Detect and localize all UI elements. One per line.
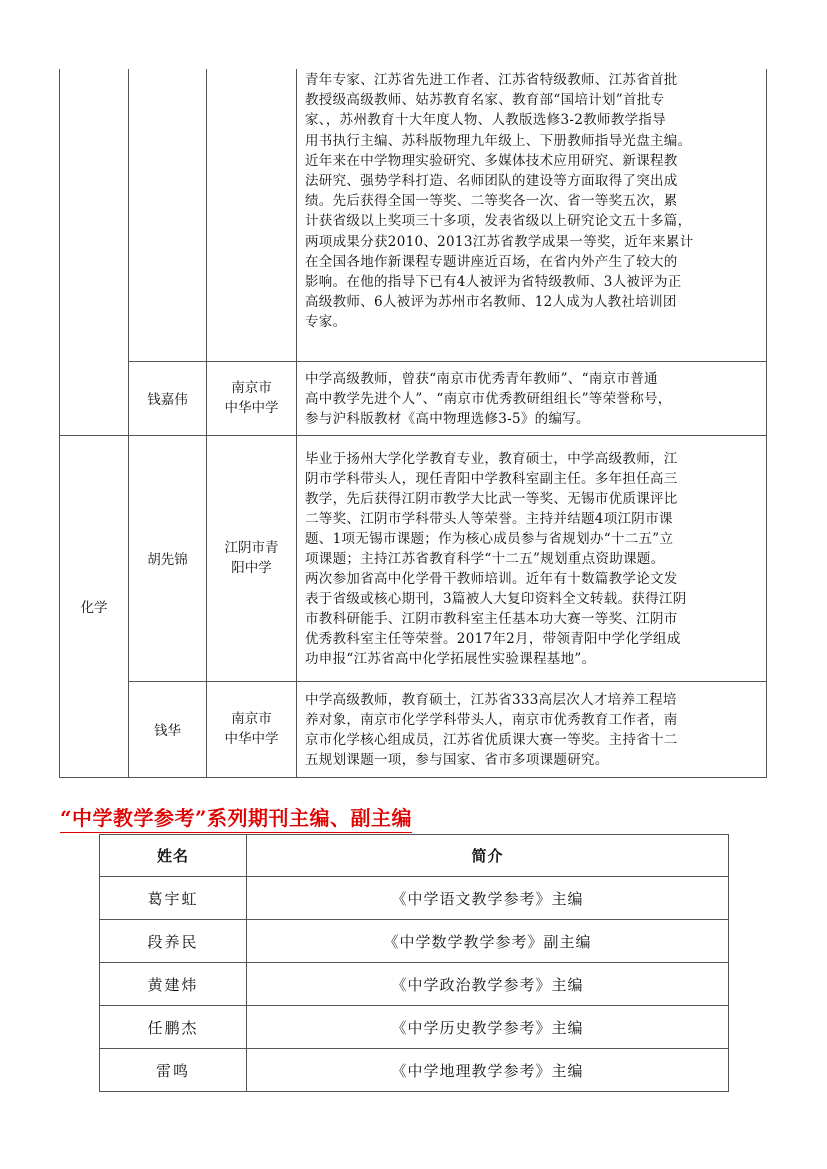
bio-cell [297, 69, 767, 361]
column-header-intro: 简介 [247, 835, 729, 877]
table-row [100, 963, 729, 1006]
table-header-row [100, 835, 729, 877]
bio-line: 在全国各地作新课程专题讲座近百场，在省内外产生了较大的 [305, 253, 678, 270]
bio-line: 教授级高级教师、姑苏教育名家、教育部“国培计划”首批专 [305, 92, 665, 109]
editor-intro: 《中学语文教学参考》主编 [247, 877, 729, 920]
name-cell: 钱嘉伟 [129, 361, 207, 435]
bio-line: 近年来在中学物理实验研究、多媒体技术应用研究、新课程教 [305, 152, 678, 169]
bio-cell [297, 681, 767, 777]
editor-intro: 《中学政治教学参考》主编 [247, 963, 729, 1006]
bio-line: 法研究、强势学科打造、名师团队的建设等方面取得了突出成 [305, 173, 678, 190]
unit-cell [207, 681, 297, 777]
name-cell: 钱华 [129, 681, 207, 777]
bio-line: 养对象，南京市化学学科带头人，南京市优秀教育工作者，南 [305, 711, 678, 728]
bio-line: 计获省级以上奖项三十多项，发表省级以上研究论文五十多篇， [305, 213, 692, 230]
bio-line: 绩。先后获得全国一等奖、二等奖各一次、省一等奖五次，累 [305, 193, 678, 210]
bio-line: 功申报“江苏省高中化学拓展性实验课程基地”。 [305, 650, 596, 667]
table-row [100, 1049, 729, 1092]
unit-cell [207, 69, 297, 361]
bio-line: 两次参加省高中化学骨干教师培训。近年有十数篇教学论文发 [305, 570, 678, 587]
bio-line: 表于省级或核心期刊，3篇被人大复印资料全文转载。获得江阴 [305, 590, 687, 607]
bio-line: 参与沪科版教材《高中物理选修3-5》的编写。 [305, 410, 590, 427]
bio-line: 阴市学科带头人，现任青阳中学教科室副主任。多年担任高三 [305, 470, 678, 487]
bio-line: 市教科研能手、江阴市教科室主任基本功大赛一等奖、江阴市 [305, 610, 678, 627]
bio-line: 二等奖、江阴市学科带头人等荣誉。主持并结题4项江阴市课 [305, 510, 673, 527]
bio-line: 优秀教科室主任等荣誉。2017年2月，带领青阳中学化学组成 [305, 630, 681, 647]
bio-line: 毕业于扬州大学化学教育专业，教育硕士，中学高级教师，江 [305, 450, 678, 467]
bio-line: 专家。 [305, 314, 347, 331]
bio-line: 家、，苏州教育十大年度人物、人教版选修3-2教师教学指导 [305, 112, 666, 129]
bio-line: 影响。在他的指导下已有4人被评为省特级教师、3人被评为正 [305, 274, 682, 291]
bio-line: 高中教学先进个人”、“南京市优秀教研组组长”等荣誉称号， [305, 390, 672, 407]
bio-line: 青年专家、江苏省先进工作者、江苏省特级教师、江苏省首批 [305, 72, 678, 88]
editor-table [99, 834, 729, 1092]
bio-cell [297, 435, 767, 681]
table-row [60, 361, 767, 435]
unit-line: 江阴市青 [224, 540, 279, 556]
unit-line: 中华中学 [224, 400, 279, 416]
unit-line: 中华中学 [224, 731, 279, 747]
table-row [100, 920, 729, 963]
subject-cell: 化学 [60, 435, 129, 777]
section-title: “中学教学参考”系列期刊主编、副主编 [60, 805, 412, 833]
name-cell: 胡先锦 [129, 435, 207, 681]
bio-line: 高级教师、6人被评为苏州市名教师、12人成为人教社培训团 [305, 294, 677, 311]
column-header-name: 姓名 [100, 835, 247, 877]
bio-line: 五规划课题一项，参与国家、省市多项课题研究。 [305, 751, 609, 768]
unit-line: 南京市 [231, 711, 272, 727]
bio-line: 京市化学核心组成员，江苏省优质课大赛一等奖。主持省十二 [305, 731, 678, 748]
bio-line: 题、1项无锡市课题；作为核心成员参与省规划办“十二五”立 [305, 530, 674, 547]
teacher-table [59, 69, 767, 778]
editor-name: 雷鸣 [100, 1049, 247, 1092]
bio-line: 中学高级教师，教育硕士，江苏省333高层次人才培养工程培 [305, 691, 677, 708]
unit-cell [207, 361, 297, 435]
subject-cell [60, 69, 129, 435]
table-row [60, 681, 767, 777]
bio-line: 中学高级教师，曾获“南京市优秀青年教师”、“南京市普通 [305, 370, 658, 387]
editor-intro: 《中学地理教学参考》主编 [247, 1049, 729, 1092]
editor-intro: 《中学历史教学参考》主编 [247, 1006, 729, 1049]
table-row [60, 69, 767, 361]
editor-name: 黄建炜 [100, 963, 247, 1006]
bio-line: 两项成果分获2010、2013江苏省教学成果一等奖，近年来累计 [305, 233, 694, 250]
editor-intro: 《中学数学教学参考》副主编 [247, 920, 729, 963]
bio-line: 教学，先后获得江阴市教学大比武一等奖、无锡市优质课评比 [305, 490, 678, 507]
unit-line: 阳中学 [231, 560, 272, 576]
table-row [100, 877, 729, 920]
unit-cell [207, 435, 297, 681]
table-row [100, 1006, 729, 1049]
unit-line: 南京市 [231, 380, 272, 396]
editor-name: 任鹏杰 [100, 1006, 247, 1049]
editor-name: 段养民 [100, 920, 247, 963]
bio-line: 项课题；主持江苏省教育科学“十二五”规划重点资助课题。 [305, 550, 665, 567]
editor-name: 葛宇虹 [100, 877, 247, 920]
bio-line: 用书执行主编、苏科版物理九年级上、下册教师指导光盘主编。 [305, 132, 692, 149]
name-cell [129, 69, 207, 361]
bio-cell [297, 361, 767, 435]
table-row [60, 435, 767, 681]
